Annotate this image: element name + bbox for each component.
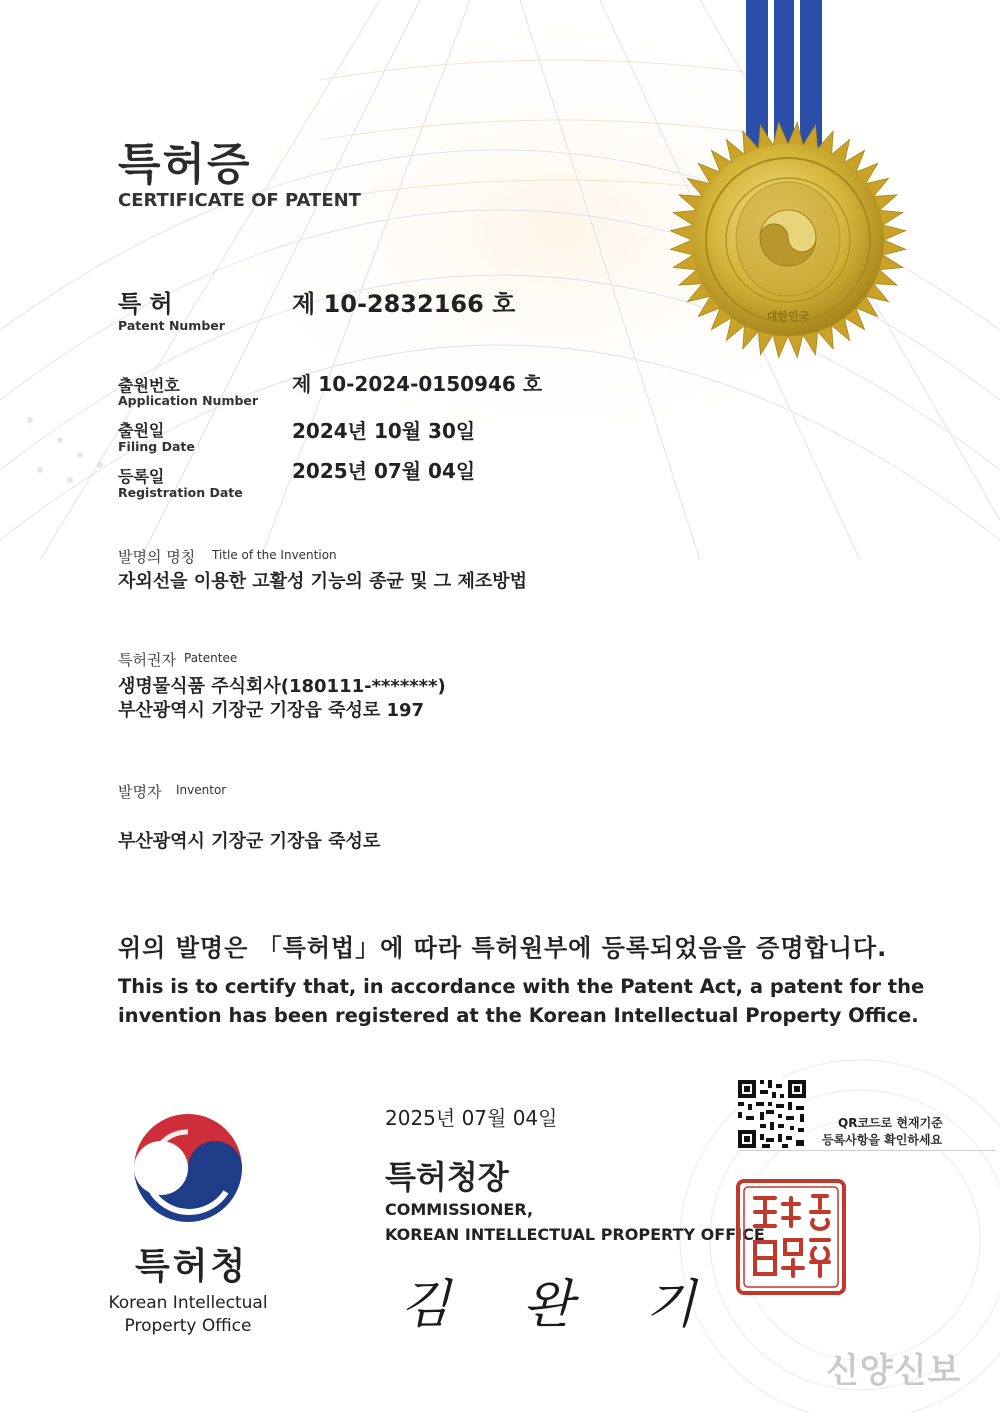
filing-date-value: 2024년 10월 30일 <box>292 419 476 443</box>
kipo-logo-icon <box>128 1108 248 1228</box>
commissioner-title-en-line1: COMMISSIONER, <box>385 1200 534 1219</box>
application-number-value: 제 10-2024-0150946 호 <box>292 372 543 396</box>
inventor-address-value: 부산광역시 기장군 기장읍 죽성로 <box>118 831 381 852</box>
qr-note-line2: 등록사항을 확인하세요 <box>822 1133 943 1147</box>
patentee-name-value: 생명물식품 주식회사(180111-*******) <box>118 676 446 697</box>
kipo-name-ko: 특허청 <box>135 1246 249 1287</box>
filing-label-en: Filing Date <box>118 439 195 454</box>
qr-divider <box>740 1150 996 1151</box>
inventor-label-en: Inventor <box>176 783 227 797</box>
patentee-label-ko: 특허권자 <box>118 651 176 669</box>
gold-seal-text: 대한민국 <box>766 310 810 323</box>
invention-label-ko: 발명의 명칭 <box>118 548 196 566</box>
application-label-ko: 출원번호 <box>118 376 180 395</box>
qr-note-line1: QR코드로 현재기준 <box>838 1116 943 1130</box>
registration-date-value: 2025년 07월 04일 <box>292 459 476 483</box>
patentee-address-value: 부산광역시 기장군 기장읍 죽성로 197 <box>118 700 425 721</box>
application-label-en: Application Number <box>118 393 259 408</box>
commissioner-signature: 김 완 기 <box>400 1275 724 1335</box>
official-seal-icon <box>735 1178 847 1296</box>
official-seal-text: 특허청장인 <box>735 1178 740 1179</box>
patent-label-en: Patent Number <box>118 318 225 333</box>
commissioner-title-ko: 특허청장 <box>385 1158 509 1196</box>
certificate-title-ko: 특허증 <box>118 139 252 190</box>
qr-code-icon[interactable] <box>736 1078 808 1150</box>
statement-en-line2: invention has been registered at the Korean Intellectual Property Office. <box>118 1004 919 1027</box>
patent-number-value: 제 10-2832166 호 <box>292 290 516 318</box>
patent-label-ko: 특 허 <box>118 290 173 318</box>
certificate-title-en: CERTIFICATE OF PATENT <box>118 190 361 211</box>
issue-date: 2025년 07월 04일 <box>385 1106 558 1130</box>
gold-seal-icon <box>668 120 908 360</box>
invention-label-en: Title of the Invention <box>212 548 337 562</box>
patentee-label-en: Patentee <box>184 651 238 665</box>
kipo-name-en-line1: Korean Intellectual <box>108 1293 268 1313</box>
inventor-label-ko: 발명자 <box>118 783 162 801</box>
commissioner-title-en-line2: KOREAN INTELLECTUAL PROPERTY OFFICE <box>385 1225 765 1244</box>
invention-title-value: 자외선을 이용한 고활성 기능의 종균 및 그 제조방법 <box>118 571 528 592</box>
registration-label-en: Registration Date <box>118 485 243 500</box>
statement-en-line1: This is to certify that, in accordance with the Patent Act, a patent for the <box>118 975 925 998</box>
watermark: 신양신보 <box>826 1351 962 1391</box>
registration-label-ko: 등록일 <box>118 467 165 486</box>
kipo-name-en-line2: Property Office <box>124 1316 252 1336</box>
filing-label-ko: 출원일 <box>118 421 165 440</box>
statement-ko: 위의 발명은 「특허법」에 따라 특허원부에 등록되었음을 증명합니다. <box>118 934 888 962</box>
